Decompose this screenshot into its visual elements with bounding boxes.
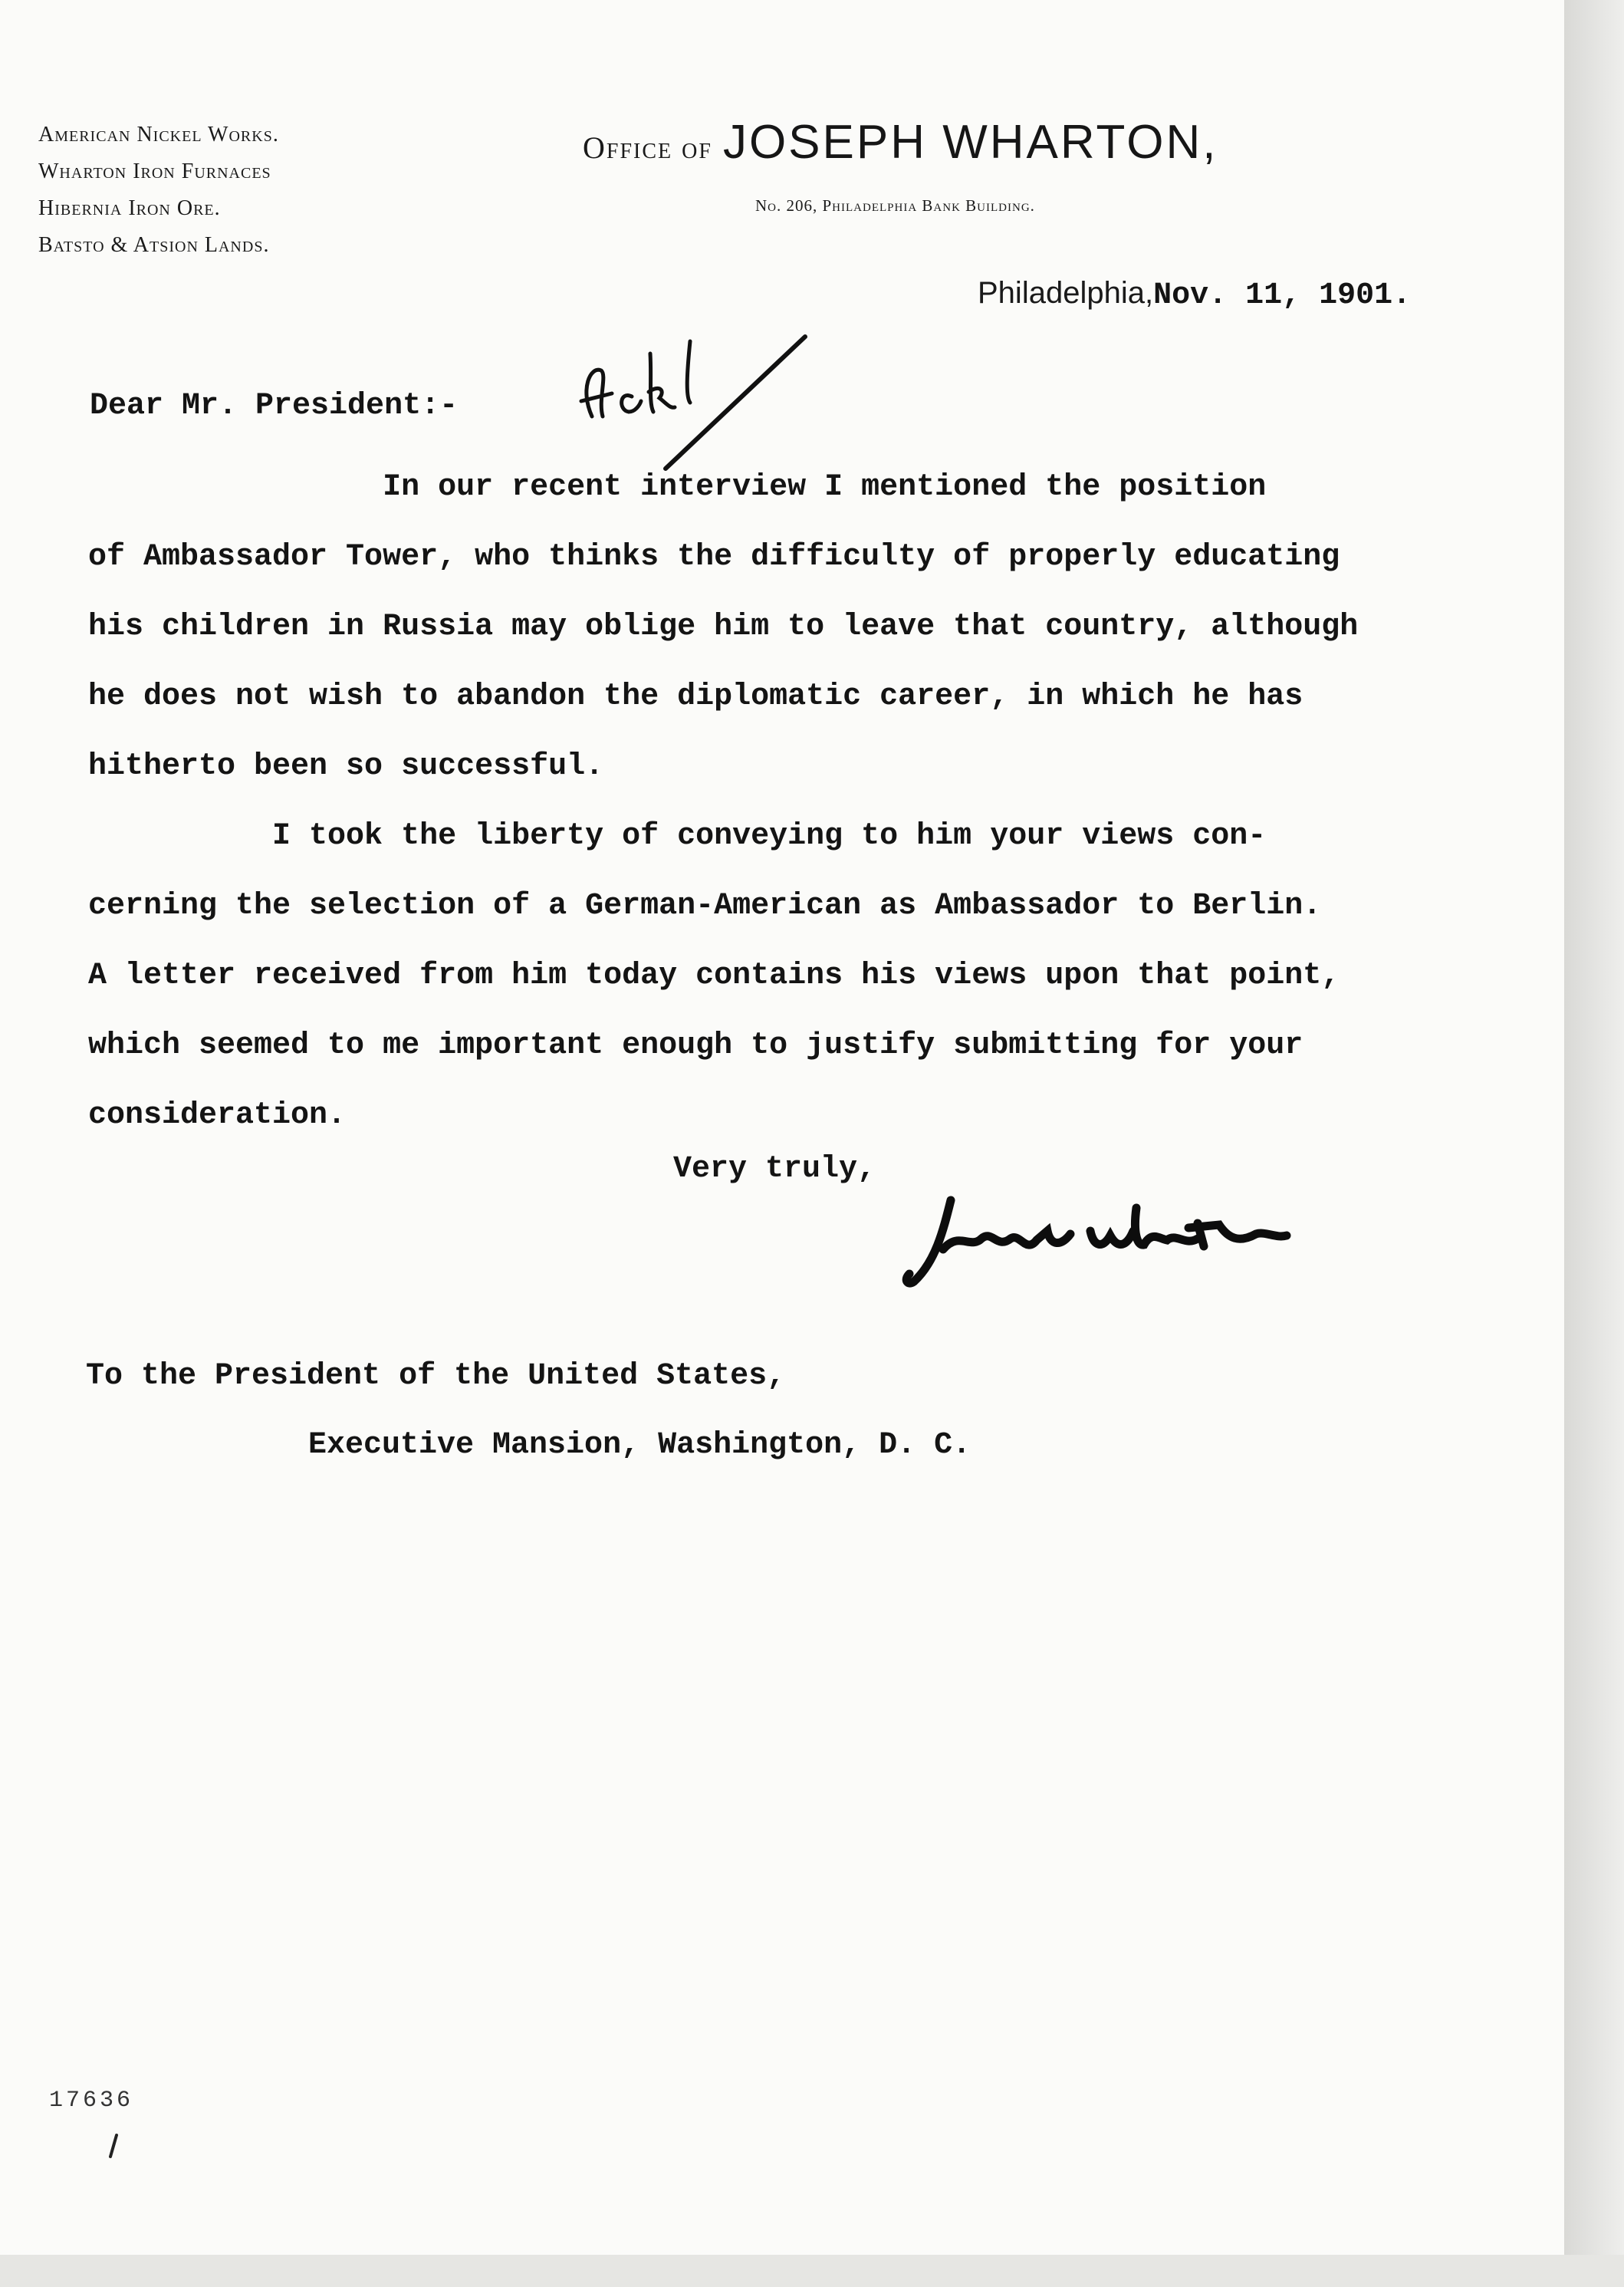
body-line: I took the liberty of conveying to him your views con- (88, 819, 1267, 854)
body-line: hitherto been so successful. (88, 749, 604, 784)
dateline (978, 276, 1411, 313)
body-line: his children in Russia may oblige him to leave that country, although (88, 610, 1359, 644)
dateline-date: Nov. 11, 1901. (1153, 278, 1412, 313)
body-line: of Ambassador Tower, who thinks the difficulty of properly educating (88, 540, 1340, 574)
body-line: which seemed to me important enough to justify submitting for your (88, 1028, 1303, 1063)
salutation: Dear Mr. President:- (90, 389, 459, 423)
page-bottom-margin (0, 2255, 1624, 2287)
body-line: consideration. (88, 1098, 347, 1133)
file-number: 17636 (49, 2088, 134, 2114)
body-line: cerning the selection of a German-American as Ambassador to Berlin. (88, 889, 1322, 923)
office-prefix: Office of (583, 130, 712, 165)
dateline-place: Philadelphia, (978, 276, 1154, 310)
letter-body (88, 452, 1514, 1150)
letterhead-companies (38, 117, 279, 264)
letterhead-address: No. 206, Philadelphia Bank Building. (755, 196, 1035, 215)
office-name: JOSEPH WHARTON, (722, 116, 1218, 169)
letterhead-office (583, 115, 1218, 169)
company-line: Batsto & Atsion Lands. (38, 233, 270, 257)
company-line: Hibernia Iron Ore. (38, 196, 221, 220)
recipient-line-1: To the President of the United States, (86, 1359, 786, 1394)
page-edge-shadow (1564, 0, 1624, 2287)
signature-handwriting (897, 1185, 1296, 1311)
company-line: American Nickel Works. (38, 123, 279, 146)
closing: Very truly, (673, 1152, 876, 1186)
body-line: he does not wish to abandon the diplomatic career, in which he has (88, 680, 1303, 714)
company-line: Wharton Iron Furnaces (38, 160, 271, 183)
body-line: A letter received from him today contains his views upon that point, (88, 959, 1340, 993)
recipient-line-2: Executive Mansion, Washington, D. C. (308, 1428, 971, 1463)
body-line: In our recent interview I mentioned the position (88, 470, 1267, 505)
tick-mark (106, 2132, 121, 2167)
